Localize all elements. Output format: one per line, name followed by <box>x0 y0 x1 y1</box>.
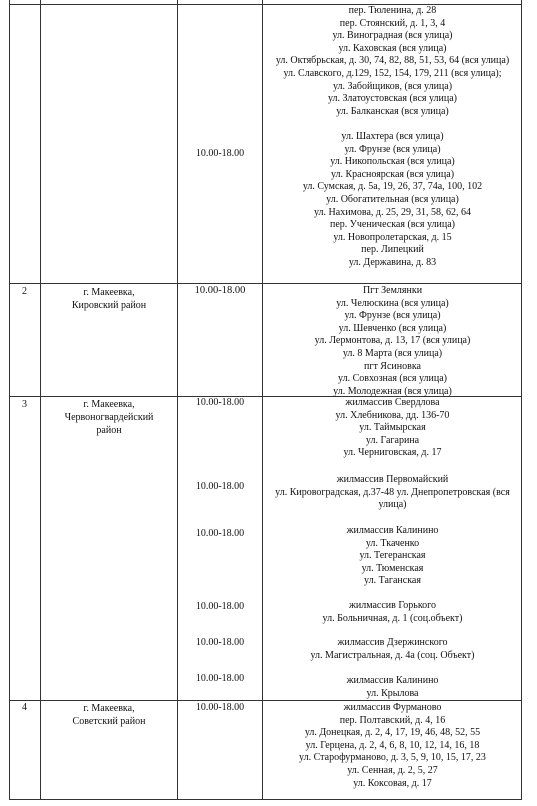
address-line: ул. Больничная, д. 1 (соц.объект) <box>322 612 463 624</box>
district-line: район <box>96 425 122 436</box>
address-line: ул. Балканская (вся улица) <box>336 105 449 117</box>
address-line: ул. Хлебникова, дд. 136-70 <box>335 409 450 421</box>
address-line: ул. Тюменская <box>361 562 424 574</box>
address-line: пер. Полтавский, д. 4, 16 <box>339 714 446 726</box>
address-line: ул. Новопролетарская, д. 15 <box>333 231 452 243</box>
district-cell <box>41 286 177 312</box>
address-line: ул. Коксовая, д. 17 <box>353 777 432 789</box>
row-divider-bottom <box>9 799 522 800</box>
address-line: ул. Сумская, д. 5а, 19, 26, 37, 74а, 100, 102 <box>302 181 483 193</box>
address-cell <box>263 702 522 790</box>
address-line: ул. Сенная, д. 2, 5, 27 <box>347 764 438 776</box>
address-line: ул. Челюскина (вся улица) <box>336 297 449 309</box>
address-line: ул. Забойщиков, (вся улица) <box>332 80 453 92</box>
address-cell <box>263 397 522 460</box>
address-line: ул. Старофурманово, д. 3, 5, 9, 10, 15, 17, 23 <box>299 752 486 764</box>
address-line: ул. Златоустовская (вся улица) <box>327 93 458 105</box>
district-line: Червоногвардейский <box>64 412 154 423</box>
address-cell <box>263 600 522 625</box>
address-line: ул. Никопольская (вся улица) <box>330 156 455 168</box>
address-cell <box>263 637 522 662</box>
address-line: ул. Обогатительная (вся улица) <box>326 193 459 205</box>
address-line: ул. Ткаченко <box>365 537 420 549</box>
address-line: ул. Каховская (вся улица) <box>338 42 447 54</box>
time-cell: 10.00-18.00 <box>195 637 245 648</box>
address-line: жилмассив Горького <box>348 600 437 611</box>
address-line: жилмассив Калинино <box>346 675 439 686</box>
address-line: пгт Ясиновка <box>363 360 421 372</box>
address-line: ул. 8 Марта (вся улица) <box>342 347 443 359</box>
address-cell <box>263 285 522 398</box>
address-line: ул. Герцена, д. 2, 4, 6, 8, 10, 12, 14, 16, 18 <box>305 739 480 751</box>
address-line: ул. Таймырская <box>359 422 426 434</box>
time-cell: 10.00-18.00 <box>195 397 245 408</box>
address-cell <box>263 474 522 512</box>
district-line: Советский район <box>72 716 146 727</box>
address-line: ул. Октябрьская, д. 30, 74, 82, 88, 51, 53, 64 (вся улица) <box>275 55 510 67</box>
row-number: 3 <box>22 399 27 410</box>
address-line: ул. Шахтера (вся улица) <box>341 130 444 142</box>
time-cell: 10.00-18.00 <box>195 601 245 612</box>
district-line: г. Макеевка, <box>83 399 135 410</box>
district-cell <box>41 702 177 728</box>
address-line: Пгт Землянки <box>362 285 423 296</box>
address-line: ул. Молодежная (вся улица) <box>333 385 452 397</box>
address-cell <box>263 5 522 269</box>
address-line: пер. Липецкий <box>361 244 424 256</box>
address-line: пер. Стоянский, д. 1, 3, 4 <box>339 17 446 29</box>
time-cell: 10.00-18.00 <box>194 285 246 296</box>
row-number: 2 <box>22 286 27 297</box>
district-line: г. Макеевка, <box>83 703 135 714</box>
address-line: ул. Виноградная (вся улица) <box>332 30 453 42</box>
address-line: жилмассив Калинино <box>346 525 439 536</box>
time-cell: 10.00-18.00 <box>195 481 245 492</box>
address-line: ул. Черниговская, д. 17 <box>343 447 442 459</box>
address-line: ул. Кировоградская, д.37-48 ул. Днепропетровская (вся улица) <box>275 486 510 511</box>
district-line: Кировский район <box>71 300 147 311</box>
address-line: жилмассив Свердлова <box>345 397 440 408</box>
address-line: ул. Красноярская (вся улица) <box>330 168 455 180</box>
address-line: ул. Крылова <box>366 687 419 699</box>
row-divider-1 <box>9 283 522 284</box>
address-line: жилмассив Первомайский <box>336 474 449 485</box>
address-line: жилмассив Фурманово <box>343 702 442 713</box>
address-line: ул. Донецкая, д. 2, 4, 17, 19, 46, 48, 52, 55 <box>304 727 481 739</box>
address-line: ул. Магистральная, д. 4а (соц. Объект) <box>310 649 475 661</box>
address-line: жилмассив Дзержинского <box>337 637 448 648</box>
time-cell: 10.00-18.00 <box>195 702 245 713</box>
address-line: ул. Фрунзе (вся улица) <box>344 310 441 322</box>
address-line: пер. Ученическая (вся улица) <box>330 219 455 231</box>
address-line: ул. Совхозная (вся улица) <box>338 373 447 385</box>
row-number: 4 <box>22 702 27 713</box>
address-line: ул. Державина, д. 83 <box>348 256 437 268</box>
address-cell <box>263 525 522 588</box>
address-line: ул. Тегеранская <box>359 550 426 562</box>
address-line: ул. Славского, д.129, 152, 154, 179, 211 (вся улица); <box>283 67 502 79</box>
district-line: г. Макеевка, <box>83 287 135 298</box>
address-line: ул. Таганская <box>364 575 421 587</box>
address-line: ул. Фрунзе (вся улица) <box>344 143 441 155</box>
district-cell <box>41 398 177 437</box>
address-line: ул. Лермонтова, д. 13, 17 (вся улица) <box>314 335 471 347</box>
address-line: ул. Гагарина <box>365 434 420 446</box>
schedule-table <box>9 0 522 800</box>
address-line: пер. Тюленина, д. 28 <box>348 5 437 16</box>
address-line: ул. Шевченко (вся улица) <box>338 322 447 334</box>
address-cell <box>263 675 522 700</box>
time-cell: 10.00-18.00 <box>195 148 245 159</box>
address-line: ул. Нахимова, д. 25, 29, 31, 58, 62, 64 <box>313 206 471 218</box>
time-cell: 10.00-18.00 <box>195 528 245 539</box>
time-cell: 10.00-18.00 <box>195 673 245 684</box>
